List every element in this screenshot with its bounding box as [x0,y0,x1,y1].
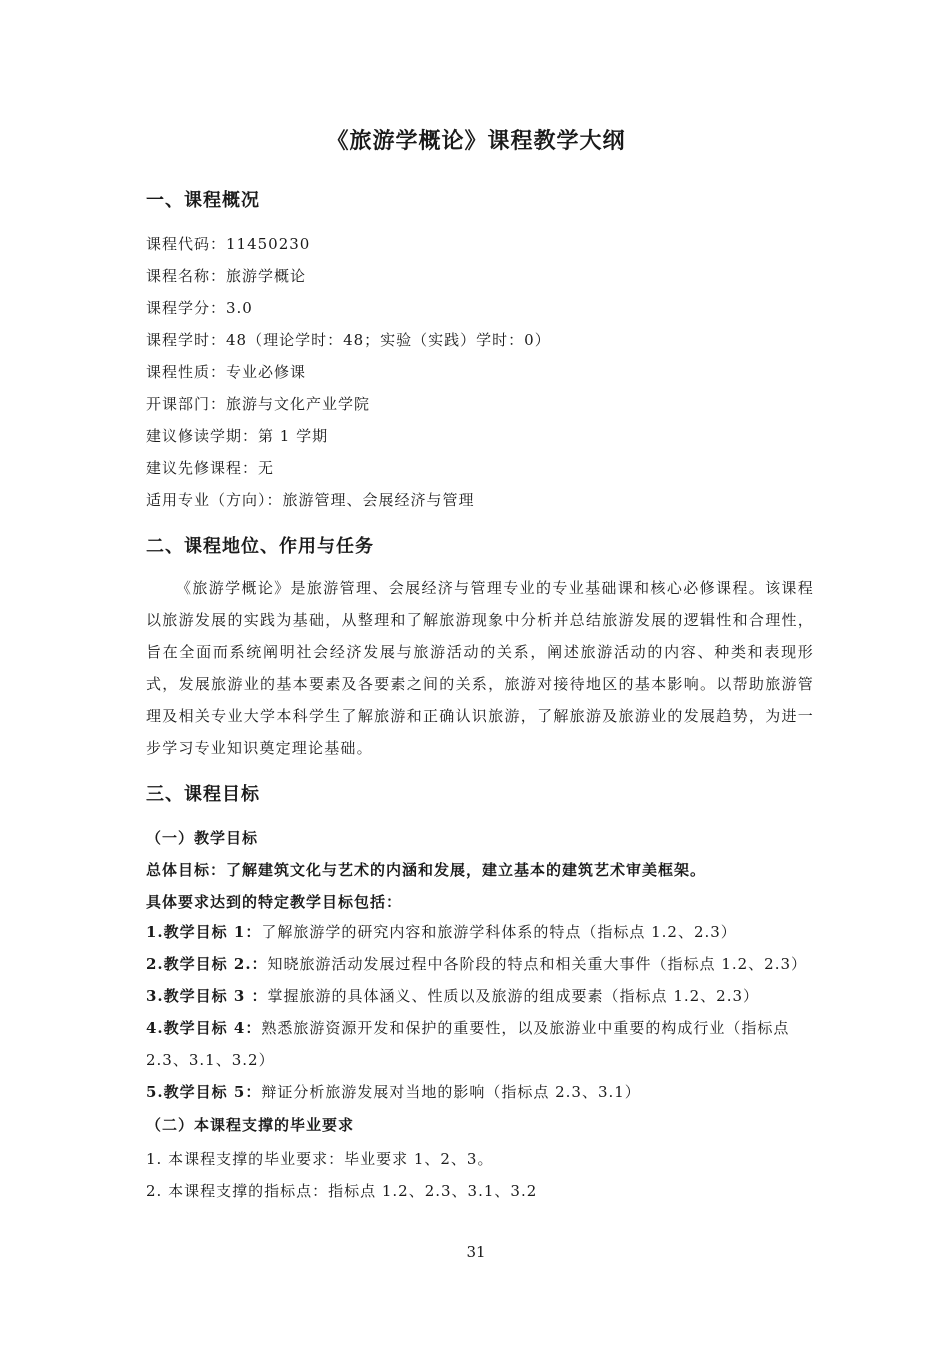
section-position-paragraph: 《旅游学概论》是旅游管理、会展经济与管理专业的专业基础课和核心必修课程。该课程以旅游发展的实践为基础，从整理和了解旅游现象中分析并总结旅游发展的逻辑性和合理性，旨在全面而系统阐明社会经济发展与旅游活动的关系，阐述旅游活动的内容、种类和表现形式，发展旅游业的基本要素及各要素之间的关系，旅游对接待地区的基本影响。以帮助旅游管理及相关专业大学本科学生了解旅游和正确认识旅游，了解旅游及旅游业的发展趋势，为进一步学习专业知识奠定理论基础。 [146,579,814,757]
teaching-goal-2-label: 2.教学目标 2.： [146,955,268,973]
teaching-goal-5 [146,1076,814,1108]
teaching-goal-3-text: 掌握旅游的具体涵义、性质以及旅游的组成要素（指标点 1.2、2.3） [267,987,760,1005]
teaching-goal-1-text: 了解旅游学的研究内容和旅游学科体系的特点（指标点 1.2、2.3） [261,923,737,941]
specific-goals-intro: 具体要求达到的特定教学目标包括： [146,893,403,911]
teaching-goal-2 [146,948,814,980]
course-prerequisites: 建议先修课程：无 [146,459,275,477]
teaching-goal-4-text: 熟悉旅游资源开发和保护的重要性，以及旅游业中重要的构成行业（指标点 2.3、3.1、3.2） [146,1019,790,1069]
teaching-goal-1-label: 1.教学目标 1： [146,923,262,941]
section-heading-overview: 一、课程概况 [146,190,260,211]
teaching-goal-3-label: 3.教学目标 3 ： [146,987,268,1005]
teaching-goal-4-label: 4.教学目标 4： [146,1019,262,1037]
section-heading-objectives: 三、课程目标 [146,784,260,805]
course-department: 开课部门：旅游与文化产业学院 [146,395,371,413]
course-code: 课程代码：11450230 [146,235,311,253]
graduation-requirement-2: 2. 本课程支撑的指标点：指标点 1.2、2.3、3.1、3.2 [146,1182,538,1200]
overall-goal: 总体目标：了解建筑文化与艺术的内涵和发展，建立基本的建筑艺术审美框架。 [146,861,707,879]
teaching-goal-3 [146,980,814,1012]
teaching-goal-4 [146,1012,814,1076]
graduation-requirement-1: 1. 本课程支撑的毕业要求：毕业要求 1、2、3。 [146,1150,494,1168]
teaching-goal-5-label: 5.教学目标 5： [146,1083,262,1101]
course-nature: 课程性质：专业必修课 [146,363,307,381]
page-number: 31 [466,1243,486,1261]
subsection-heading-graduation-requirements: （二）本课程支撑的毕业要求 [146,1116,355,1134]
teaching-goal-1 [146,916,814,948]
section-heading-position: 二、课程地位、作用与任务 [146,536,374,557]
teaching-goal-2-text: 知晓旅游活动发展过程中各阶段的特点和相关重大事件（指标点 1.2、2.3） [267,955,808,973]
subsection-heading-teaching-goals: （一）教学目标 [146,829,259,847]
course-semester: 建议修读学期：第 1 学期 [146,427,329,445]
course-name: 课程名称：旅游学概论 [146,267,307,285]
course-credits: 课程学分：3.0 [146,299,253,317]
document-title: 《旅游学概论》课程教学大纲 [326,128,626,154]
course-hours: 课程学时：48（理论学时：48；实验（实践）学时：0） [146,331,551,349]
course-majors: 适用专业（方向）：旅游管理、会展经济与管理 [146,491,475,509]
teaching-goal-5-text: 辩证分析旅游发展对当地的影响（指标点 2.3、3.1） [261,1083,641,1101]
